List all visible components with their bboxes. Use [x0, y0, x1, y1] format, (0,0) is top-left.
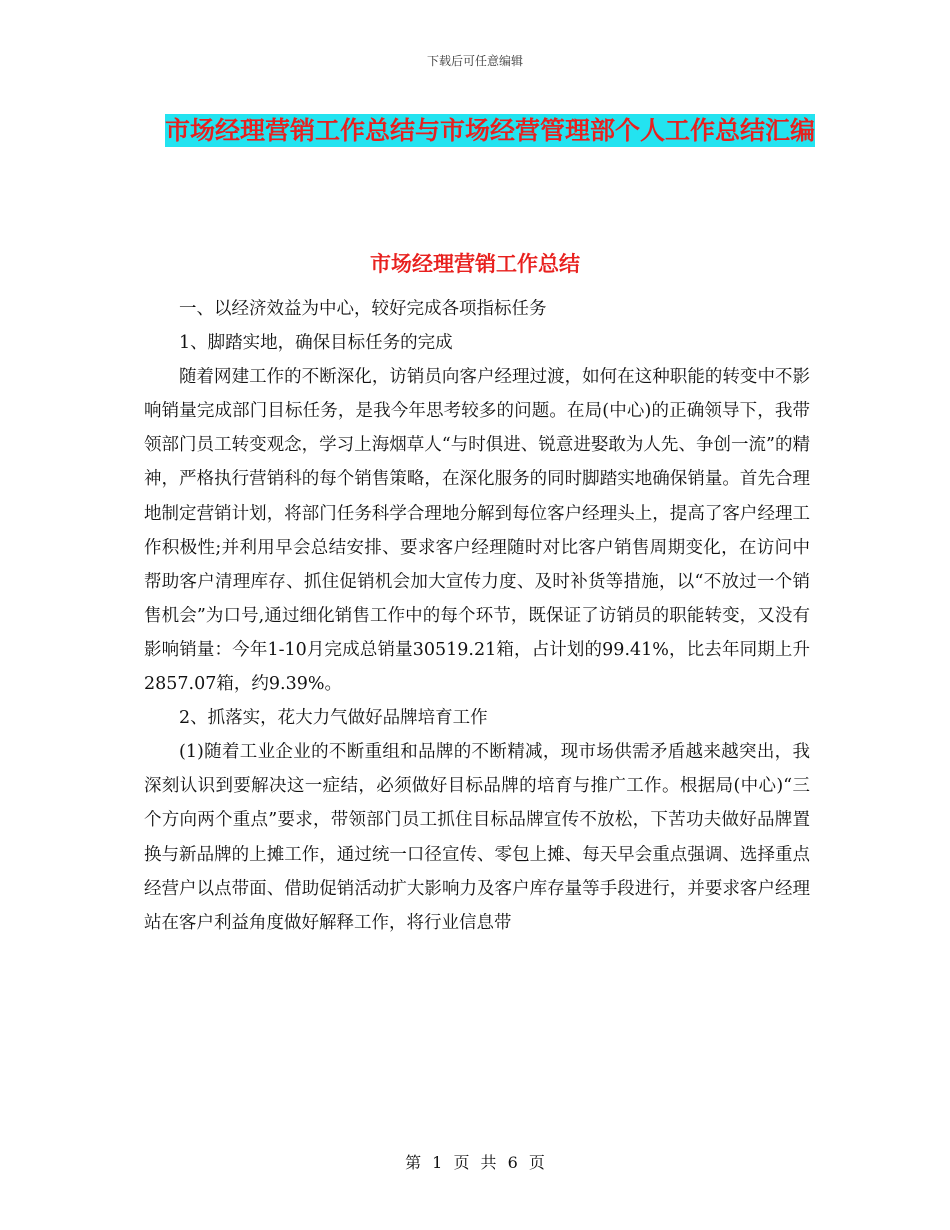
paragraph-1: 随着网建工作的不断深化，访销员向客户经理过渡，如何在这种职能的转变中不影响销量完成部门目标任务，是我今年思考较多的问题。在局(中心)的正确领导下，我带领部门员工转变观念，学习上海烟草人“与时俱进、锐意进娶敢为人先、争创一流”的精神，严格执行营销科的每个销售策略，在深化服务的同时脚踏实地确保销量。首先合理地制定营销计划，将部门任务科学合理地分解到每位客户经理头上，提高了客户经理工作积极性;并利用早会总结安排、要求客户经理随时对比客户销售周期变化，在访问中帮助客户清理库存、抓住促销机会加大宣传力度、及时补货等措施，以“不放过一个销售机会”为口号,通过细化销售工作中的每个环节，既保证了访销员的职能转变，又没有影响销量：今年1-10月完成总销量30519.21箱，占计划的99.41%，比去年同期上升2857.07箱，约9.39%。 — [144, 367, 810, 695]
paragraph-2: (1)随着工业企业的不断重组和品牌的不断精减，现市场供需矛盾越来越突出，我深刻认识到要解决这一症结，必须做好目标品牌的培育与推广工作。根据局(中心)“三个方向两个重点”要求，带领部门员工抓住目标品牌宣传不放松，下苦功夫做好品牌置换与新品牌的上摊工作，通过统一口径宣传、零包上摊、每天早会重点强调、选择重点经营户以点带面、借助促销活动扩大影响力及客户库存量等手段进行，并要求客户经理站在客户利益角度做好解释工作，将行业信息带 — [144, 742, 810, 933]
document-title — [140, 106, 840, 156]
page-number: 第 1 页 共 6 页 — [405, 1153, 545, 1172]
heading-1: 一、以经济效益为中心，较好完成各项指标任务 — [179, 299, 547, 319]
subheading-1: 1、脚踏实地，确保目标任务的完成 — [179, 333, 453, 354]
document-title-text: 市场经理营销工作总结与市场经营管理部个人工作总结汇编 — [164, 116, 815, 145]
body-text — [144, 292, 810, 940]
subheading-2: 2、抓落实，花大力气做好品牌培育工作 — [179, 708, 488, 729]
header-note: 下载后可任意编辑 — [426, 54, 523, 68]
section-title: 市场经理营销工作总结 — [370, 252, 580, 276]
